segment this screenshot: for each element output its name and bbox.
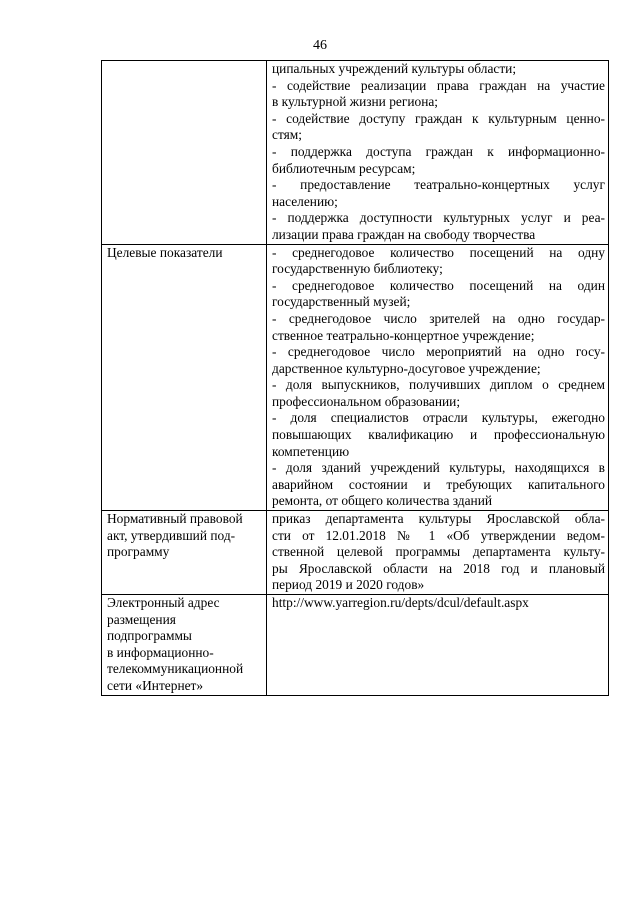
row-content-line: ственной целевой программы департамента культу- xyxy=(272,544,605,560)
subprogram-passport-table xyxy=(101,60,609,696)
row-content-line: профессиональном образовании; xyxy=(272,393,461,409)
row-content-line: лизации права граждан на свободу творчества xyxy=(272,226,536,242)
row-content-line: - доля выпускников, получивших диплом о среднем xyxy=(272,377,605,393)
row-label-line: Целевые показатели xyxy=(107,244,223,260)
row-content-line: - среднегодовое число зрителей на одно государ- xyxy=(272,310,605,326)
row-label-cell xyxy=(102,61,267,245)
table-row xyxy=(102,595,609,696)
row-content-line: ры Ярославской области на 2018 год и плановый xyxy=(272,560,605,576)
row-content-line: ремонта, от общего количества зданий xyxy=(272,493,493,509)
row-content-line: повышающих квалификацию и профессиональную xyxy=(272,427,605,443)
row-content-cell xyxy=(267,244,609,511)
row-content-line: - предоставление театрально-концертных услуг xyxy=(272,177,605,193)
row-content-line: дарственное культурно-досуговое учреждение; xyxy=(272,360,541,376)
row-content-line: - доля специалистов отрасли культуры, ежегодно xyxy=(272,410,605,426)
row-label-line: подпрограммы xyxy=(107,628,192,644)
row-content-line: период 2019 и 2020 годов» xyxy=(272,577,425,593)
row-content-line: ципальных учреждений культуры области; xyxy=(272,61,517,76)
row-content-line: библиотечным ресурсам; xyxy=(272,160,416,176)
row-label-line: Нормативный правовой xyxy=(107,511,243,527)
row-content-line: приказ департамента культуры Ярославской обла- xyxy=(272,511,605,527)
row-content-line: населению; xyxy=(272,193,338,209)
row-label-line: в информационно- xyxy=(107,644,214,660)
row-content-line: компетенцию xyxy=(272,443,350,459)
row-content-line: - поддержка доступа граждан к информационно- xyxy=(272,143,605,159)
row-content-line: - среднегодовое количество посещений на один xyxy=(272,277,605,293)
row-label-line: телекоммуникационной xyxy=(107,661,244,677)
row-label-cell xyxy=(102,244,267,511)
row-content-line: государственный музей; xyxy=(272,294,411,310)
row-content-line: - поддержка доступности культурных услуг и реа- xyxy=(272,210,605,226)
row-content-line: государственную библиотеку; xyxy=(272,261,443,277)
row-content-line: ственное театрально-концертное учреждение; xyxy=(272,327,535,343)
row-content-line: сти от 12.01.2018 № 1 «Об утверждении ведом- xyxy=(272,527,605,543)
row-content-line: - доля зданий учреждений культуры, находящихся в xyxy=(272,460,605,476)
row-content-cell xyxy=(267,511,609,595)
table-body xyxy=(102,61,609,696)
row-label-line: сети «Интернет» xyxy=(107,677,204,693)
table-row xyxy=(102,61,609,245)
row-label-line: Электронный адрес xyxy=(107,595,220,610)
row-label-line: акт, утвердивший под- xyxy=(107,527,236,543)
row-content-cell xyxy=(267,61,609,245)
table-row xyxy=(102,244,609,511)
row-content-line: - среднегодовое число мероприятий на одно госу- xyxy=(272,344,605,360)
row-content-line: стям; xyxy=(272,127,302,143)
row-label-cell xyxy=(102,595,267,696)
page-number: 46 xyxy=(313,38,327,53)
row-label-line: программу xyxy=(107,544,170,560)
row-content-cell xyxy=(267,595,609,696)
row-content-line: в культурной жизни региона; xyxy=(272,94,439,110)
row-content-line: - среднегодовое количество посещений на одну xyxy=(272,244,605,260)
row-label-line: размещения xyxy=(107,611,176,627)
row-content-line: аварийном состоянии и требующих капитального xyxy=(272,476,605,492)
row-content-line: - содействие реализации права граждан на участие xyxy=(272,77,605,93)
row-content-line: - содействие доступу граждан к культурным ценно- xyxy=(272,110,605,126)
table-row xyxy=(102,511,609,595)
row-label-cell xyxy=(102,511,267,595)
row-content-line: http://www.yarregion.ru/depts/dcul/default.aspx xyxy=(272,595,529,610)
